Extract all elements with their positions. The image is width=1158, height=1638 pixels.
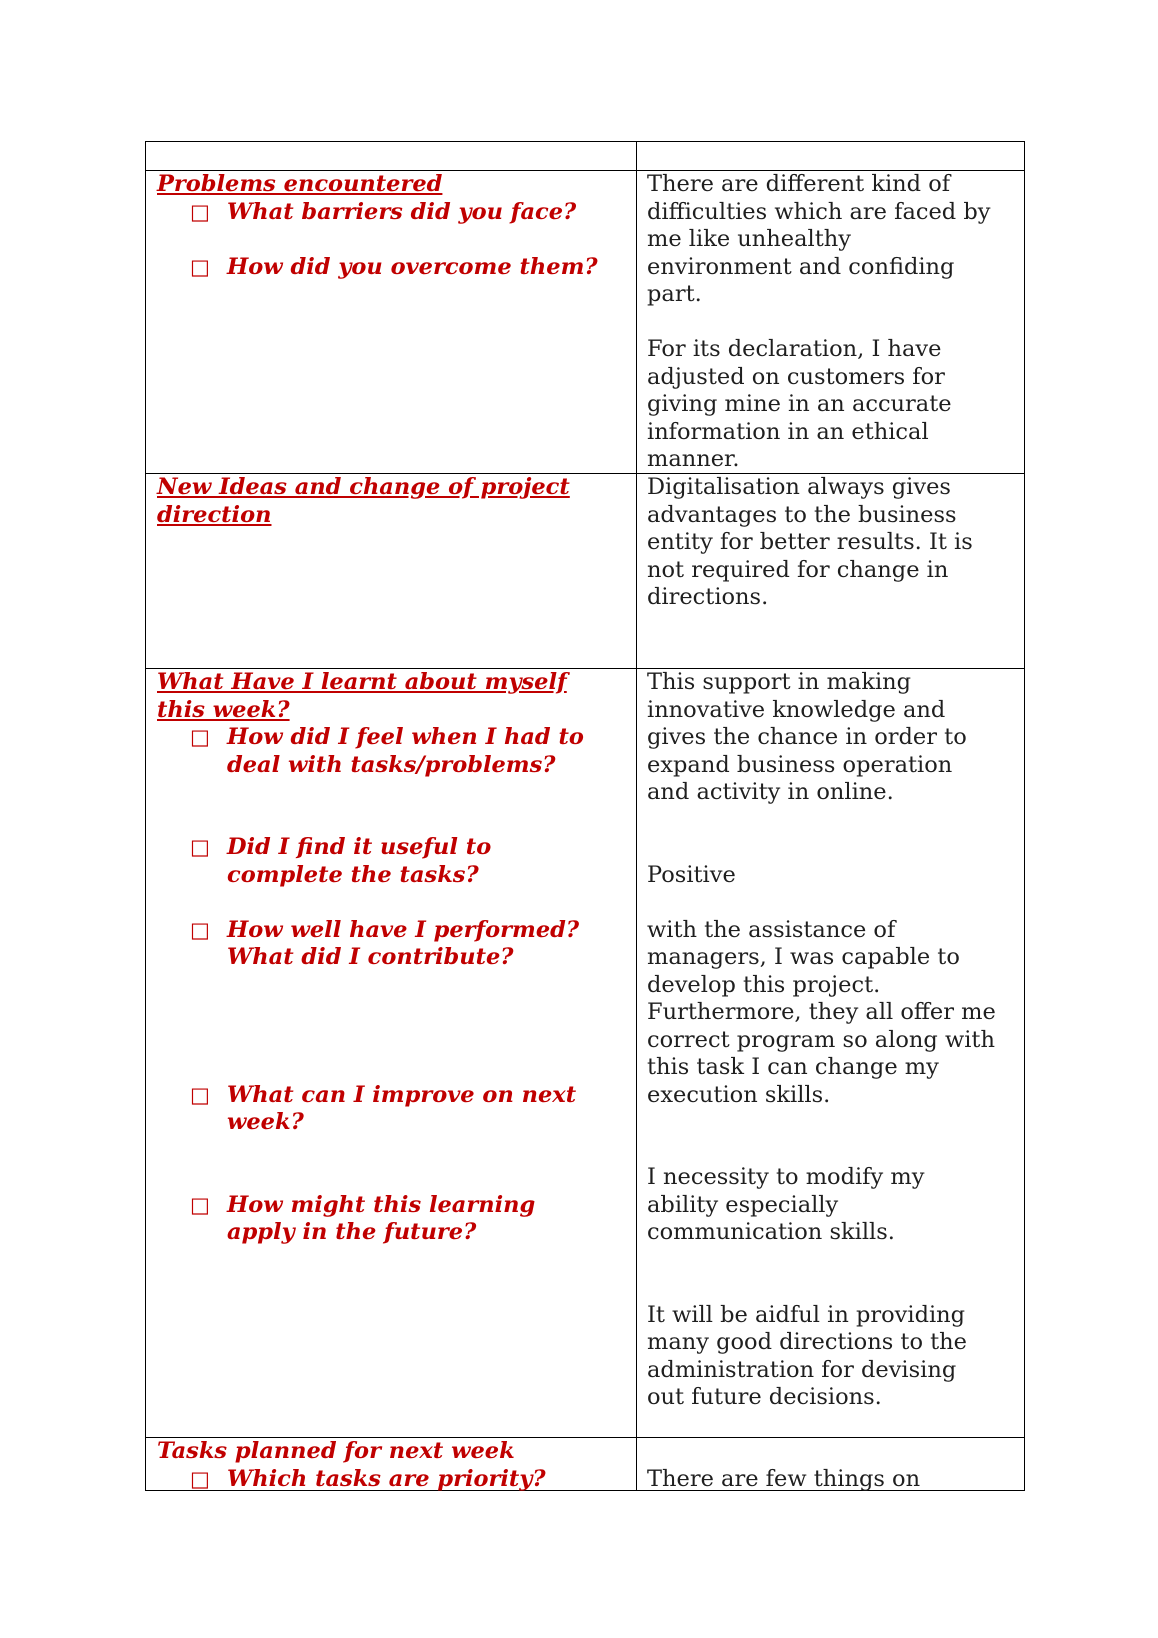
ideas-heading: direction	[157, 501, 272, 528]
checkbox-bullet-icon: □	[190, 1082, 210, 1107]
learnt-answer-cell	[647, 669, 1022, 1412]
checkbox-bullet-icon: □	[190, 1192, 210, 1217]
checkbox-bullet-icon: □	[190, 254, 210, 279]
answer-line: develop this project.	[647, 971, 881, 998]
answer-line: this task I can change my	[647, 1054, 939, 1080]
answer-line: difficulties which are faced by	[647, 198, 991, 225]
answer-line: communication skills.	[647, 1219, 895, 1245]
answer-line: directions.	[647, 584, 769, 610]
tasks-answer-cell	[647, 1438, 1022, 1493]
answer-line: It will be aidful in providing	[647, 1301, 966, 1328]
question-item: □ Did I find it useful to complete the tasks?	[190, 834, 492, 888]
table-row-learnt	[146, 668, 1024, 1437]
checkbox-bullet-icon: □	[190, 917, 210, 942]
answer-line: giving mine in an accurate	[647, 391, 952, 417]
ideas-answer-cell	[647, 474, 1022, 612]
answer-line: me like unhealthy	[647, 226, 851, 252]
answer-line: information in an ethical	[647, 418, 929, 445]
answer-line: part.	[647, 281, 702, 307]
question-item: □ How did I feel when I had to deal with tasks/problems?	[190, 724, 584, 778]
question-item: □ What barriers did you face?	[190, 198, 577, 225]
answer-line: expand business operation	[647, 751, 953, 778]
answer-line: ability especially	[647, 1191, 839, 1218]
question-item: □ What can I improve on next week?	[190, 1081, 577, 1135]
problems-heading: Problems encountered	[157, 171, 443, 197]
learnt-heading: this week?	[157, 696, 290, 723]
answer-line: many good directions to the	[647, 1329, 967, 1355]
answer-line: There are different kind of	[647, 171, 951, 197]
answer-line: adjusted on customers for	[647, 363, 945, 390]
table-row-ideas	[146, 473, 1024, 668]
answer-line: not required for change in	[647, 556, 949, 583]
problems-answer-cell	[647, 171, 1022, 474]
learnt-heading: What Have I learnt about myself	[157, 669, 567, 695]
answer-line: I necessity to modify my	[647, 1164, 925, 1190]
checkbox-bullet-icon: □	[190, 725, 210, 749]
answer-line: and activity in online.	[647, 779, 894, 805]
answer-line: There are few things on	[647, 1465, 921, 1492]
answer-line: Furthermore, they all offer me	[647, 999, 996, 1025]
answer-line: Positive	[647, 861, 736, 888]
checkbox-bullet-icon: □	[190, 199, 210, 224]
answer-line: Digitalisation always gives	[647, 474, 951, 500]
checkbox-bullet-icon: □	[190, 835, 210, 859]
answer-line: This support in making	[647, 669, 912, 695]
answer-line: correct program so along with	[647, 1026, 995, 1053]
learnt-question-cell	[157, 669, 632, 1247]
ideas-heading: New Ideas and change of project	[157, 474, 570, 500]
answer-line: manner.	[647, 446, 740, 472]
tasks-question-cell	[157, 1438, 632, 1493]
answer-line: environment and confiding	[647, 253, 955, 280]
answer-line: innovative knowledge and	[647, 696, 946, 723]
answer-line: gives the chance in order to	[647, 724, 967, 750]
checkbox-bullet-icon: □	[190, 1466, 210, 1491]
question-item: □ How did you overcome them?	[190, 253, 598, 280]
question-item: □ How might this learning apply in the future?	[190, 1191, 536, 1245]
tasks-heading: Tasks planned for next week	[157, 1438, 515, 1464]
answer-line: entity for better results. It is	[647, 529, 973, 555]
table-row-tasks	[146, 1437, 1024, 1491]
table-row-empty	[146, 142, 1024, 170]
reflection-table	[145, 141, 1025, 1491]
answer-line: advantages to the business	[647, 501, 957, 528]
table-row-problems	[146, 170, 1024, 473]
question-item: □ Which tasks are priority?	[190, 1465, 546, 1492]
ideas-question-cell	[157, 474, 632, 529]
answer-line: execution skills.	[647, 1081, 831, 1108]
answer-line: managers, I was capable to	[647, 944, 960, 970]
problems-question-cell	[157, 171, 632, 281]
answer-line: out future decisions.	[647, 1384, 882, 1410]
answer-line: administration for devising	[647, 1356, 957, 1383]
answer-line: with the assistance of	[647, 916, 896, 943]
question-item: □ How well have I performed? What did I contribute?	[190, 916, 580, 970]
answer-line: For its declaration, I have	[647, 336, 942, 362]
